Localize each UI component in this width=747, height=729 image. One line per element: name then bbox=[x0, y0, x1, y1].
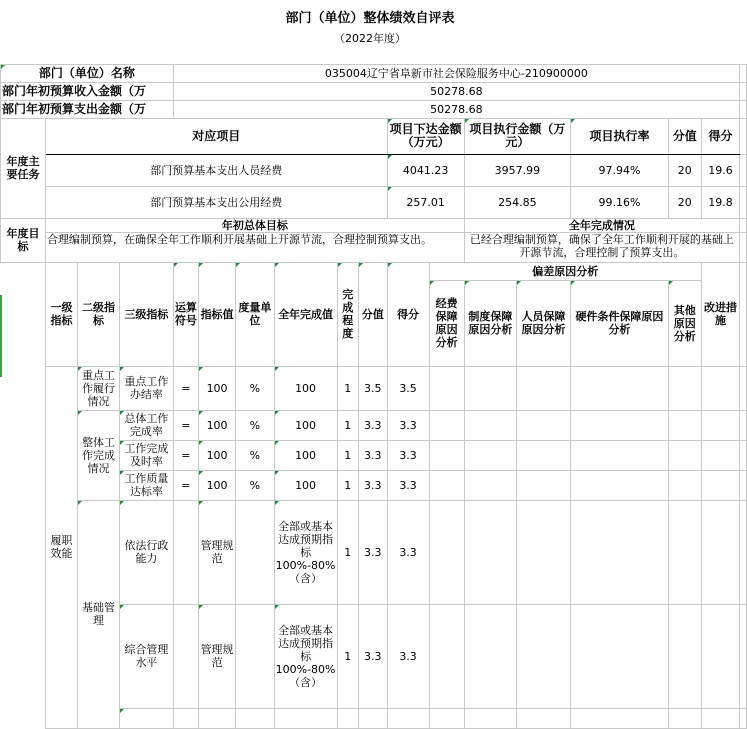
ind-level3: 综合管理水平 bbox=[120, 604, 174, 708]
task-executed: 254.85 bbox=[464, 186, 570, 218]
tasks-header-issued: 项目下达金额（万元） bbox=[387, 118, 464, 154]
ind-target: 100 bbox=[198, 470, 235, 500]
ind-op bbox=[173, 500, 198, 604]
page-title: 部门（单位）整体绩效自评表 bbox=[285, 10, 455, 26]
ind-score: 3.3 bbox=[387, 470, 429, 500]
ind-level2: 基础管理 bbox=[77, 500, 119, 728]
ind-header-level1: 一级指标 bbox=[46, 262, 78, 366]
task-issued: 4041.23 bbox=[387, 154, 464, 186]
ind-header-dev-hardware: 硬件条件保障原因分析 bbox=[571, 280, 669, 366]
ind-header-unit: 度量单位 bbox=[236, 262, 274, 366]
ind-header-operator: 运算符号 bbox=[173, 262, 198, 366]
ind-header-score: 得分 bbox=[387, 262, 429, 366]
ind-header-degree: 完成程度 bbox=[337, 262, 359, 366]
ind-score-value: 3.3 bbox=[359, 470, 388, 500]
ind-level3: 工作完成及时率 bbox=[120, 440, 174, 470]
task-rate: 99.16% bbox=[571, 186, 669, 218]
ind-level1-value: 履职效能 bbox=[46, 366, 78, 728]
ind-degree: 1 bbox=[337, 470, 359, 500]
goals-actual-header: 全年完成情况 bbox=[464, 218, 739, 232]
ind-score-value: 3.3 bbox=[359, 410, 388, 440]
table-row bbox=[1, 366, 747, 410]
ind-score: 3.5 bbox=[387, 366, 429, 410]
ind-header-dev-system: 制度保障原因分析 bbox=[464, 280, 516, 366]
ind-header-dev-staff: 人员保障原因分析 bbox=[516, 280, 570, 366]
goals-initial-header: 年初总体目标 bbox=[46, 218, 465, 232]
ind-header-deviation: 偏差原因分析 bbox=[429, 262, 701, 280]
ind-level3: 工作质量达标率 bbox=[120, 470, 174, 500]
ind-header-actual: 全年完成值 bbox=[274, 262, 337, 366]
task-score: 19.6 bbox=[701, 154, 739, 186]
expense-value: 50278.68 bbox=[173, 100, 739, 118]
ind-unit: % bbox=[236, 470, 274, 500]
ind-target: 管理规范 bbox=[198, 500, 235, 604]
task-score-value: 20 bbox=[668, 186, 701, 218]
ind-target: 管理规范 bbox=[198, 604, 235, 708]
ind-unit bbox=[236, 604, 274, 708]
task-item: 部门预算基本支出公用经费 bbox=[46, 186, 387, 218]
ind-target: 100 bbox=[198, 410, 235, 440]
task-rate: 97.94% bbox=[571, 154, 669, 186]
ind-score: 3.3 bbox=[387, 440, 429, 470]
dept-name-value: 035004辽宁省阜新市社会保险服务中心-210900000 bbox=[173, 64, 739, 82]
goals-actual-text: 已经合理编制预算，确保了全年工作顺利开展的基础上开源节流，合理控制了预算支出。 bbox=[464, 232, 739, 262]
task-executed: 3957.99 bbox=[464, 154, 570, 186]
ind-level2: 重点工作履行情况 bbox=[77, 366, 119, 410]
ind-degree: 1 bbox=[337, 604, 359, 708]
tasks-row-label: 年度主要任务 bbox=[1, 118, 46, 218]
income-value: 50278.68 bbox=[173, 82, 739, 100]
ind-score: 3.3 bbox=[387, 604, 429, 708]
ind-header-improve: 改进措施 bbox=[701, 262, 739, 366]
ind-actual: 100 bbox=[274, 366, 337, 410]
ind-degree: 1 bbox=[337, 410, 359, 440]
table-row bbox=[1, 410, 747, 440]
ind-degree: 1 bbox=[337, 440, 359, 470]
ind-score-value: 3.3 bbox=[359, 440, 388, 470]
table-row bbox=[1, 154, 747, 186]
task-issued: 257.01 bbox=[387, 186, 464, 218]
tasks-header-rate: 项目执行率 bbox=[571, 118, 669, 154]
ind-unit: % bbox=[236, 366, 274, 410]
ind-op: = bbox=[173, 366, 198, 410]
ind-score-value: 3.3 bbox=[359, 500, 388, 604]
ind-op bbox=[173, 604, 198, 708]
ind-unit: % bbox=[236, 440, 274, 470]
ind-level2: 整体工作完成情况 bbox=[77, 410, 119, 500]
ind-target: 100 bbox=[198, 440, 235, 470]
goals-initial-text: 合理编制预算，在确保全年工作顺利开展基础上开源节流，合理控制预算支出。 bbox=[46, 232, 465, 262]
ind-op: = bbox=[173, 440, 198, 470]
ind-header-target: 指标值 bbox=[198, 262, 235, 366]
tasks-header-executed: 项目执行金额（万元） bbox=[464, 118, 570, 154]
ind-score: 3.3 bbox=[387, 410, 429, 440]
ind-header-dev-other: 其他原因分析 bbox=[668, 280, 701, 366]
ind-unit bbox=[236, 500, 274, 604]
expense-label: 部门年初预算支出金额（万 bbox=[1, 100, 174, 118]
ind-op: = bbox=[173, 410, 198, 440]
table-row bbox=[1, 500, 747, 604]
ind-degree: 1 bbox=[337, 366, 359, 410]
task-score-value: 20 bbox=[668, 154, 701, 186]
ind-level3: 总体工作完成率 bbox=[120, 410, 174, 440]
task-score: 19.8 bbox=[701, 186, 739, 218]
ind-header-level3: 三级指标 bbox=[120, 262, 174, 366]
ind-level3: 依法行政能力 bbox=[120, 500, 174, 604]
ind-score: 3.3 bbox=[387, 500, 429, 604]
ind-score-value: 3.5 bbox=[359, 366, 388, 410]
table-row bbox=[1, 186, 747, 218]
ind-level3: 重点工作办结率 bbox=[120, 366, 174, 410]
ind-actual: 100 bbox=[274, 440, 337, 470]
ind-header-dev-funding: 经费保障原因分析 bbox=[429, 280, 464, 366]
tasks-header-item: 对应项目 bbox=[46, 118, 387, 154]
ind-score-value: 3.3 bbox=[359, 604, 388, 708]
goals-row-label: 年度目标 bbox=[1, 218, 46, 262]
ind-actual: 全部或基本达成预期指标100%-80%（含） bbox=[274, 500, 337, 604]
task-item: 部门预算基本支出人员经费 bbox=[46, 154, 387, 186]
tasks-header-score-value: 分值 bbox=[668, 118, 701, 154]
ind-unit: % bbox=[236, 410, 274, 440]
page-year: （2022年度） bbox=[334, 31, 407, 45]
ind-degree: 1 bbox=[337, 500, 359, 604]
ind-actual: 100 bbox=[274, 410, 337, 440]
ind-header-level2: 二级指标 bbox=[77, 262, 119, 366]
ind-op: = bbox=[173, 470, 198, 500]
dept-name-label: 部门（单位）名称 bbox=[1, 64, 174, 82]
tasks-header-score: 得分 bbox=[701, 118, 739, 154]
ind-actual: 全部或基本达成预期指标100%-80%（含） bbox=[274, 604, 337, 708]
ind-header-score-value: 分值 bbox=[359, 262, 388, 366]
ind-target: 100 bbox=[198, 366, 235, 410]
income-label: 部门年初预算收入金额（万 bbox=[1, 82, 174, 100]
ind-actual: 100 bbox=[274, 470, 337, 500]
